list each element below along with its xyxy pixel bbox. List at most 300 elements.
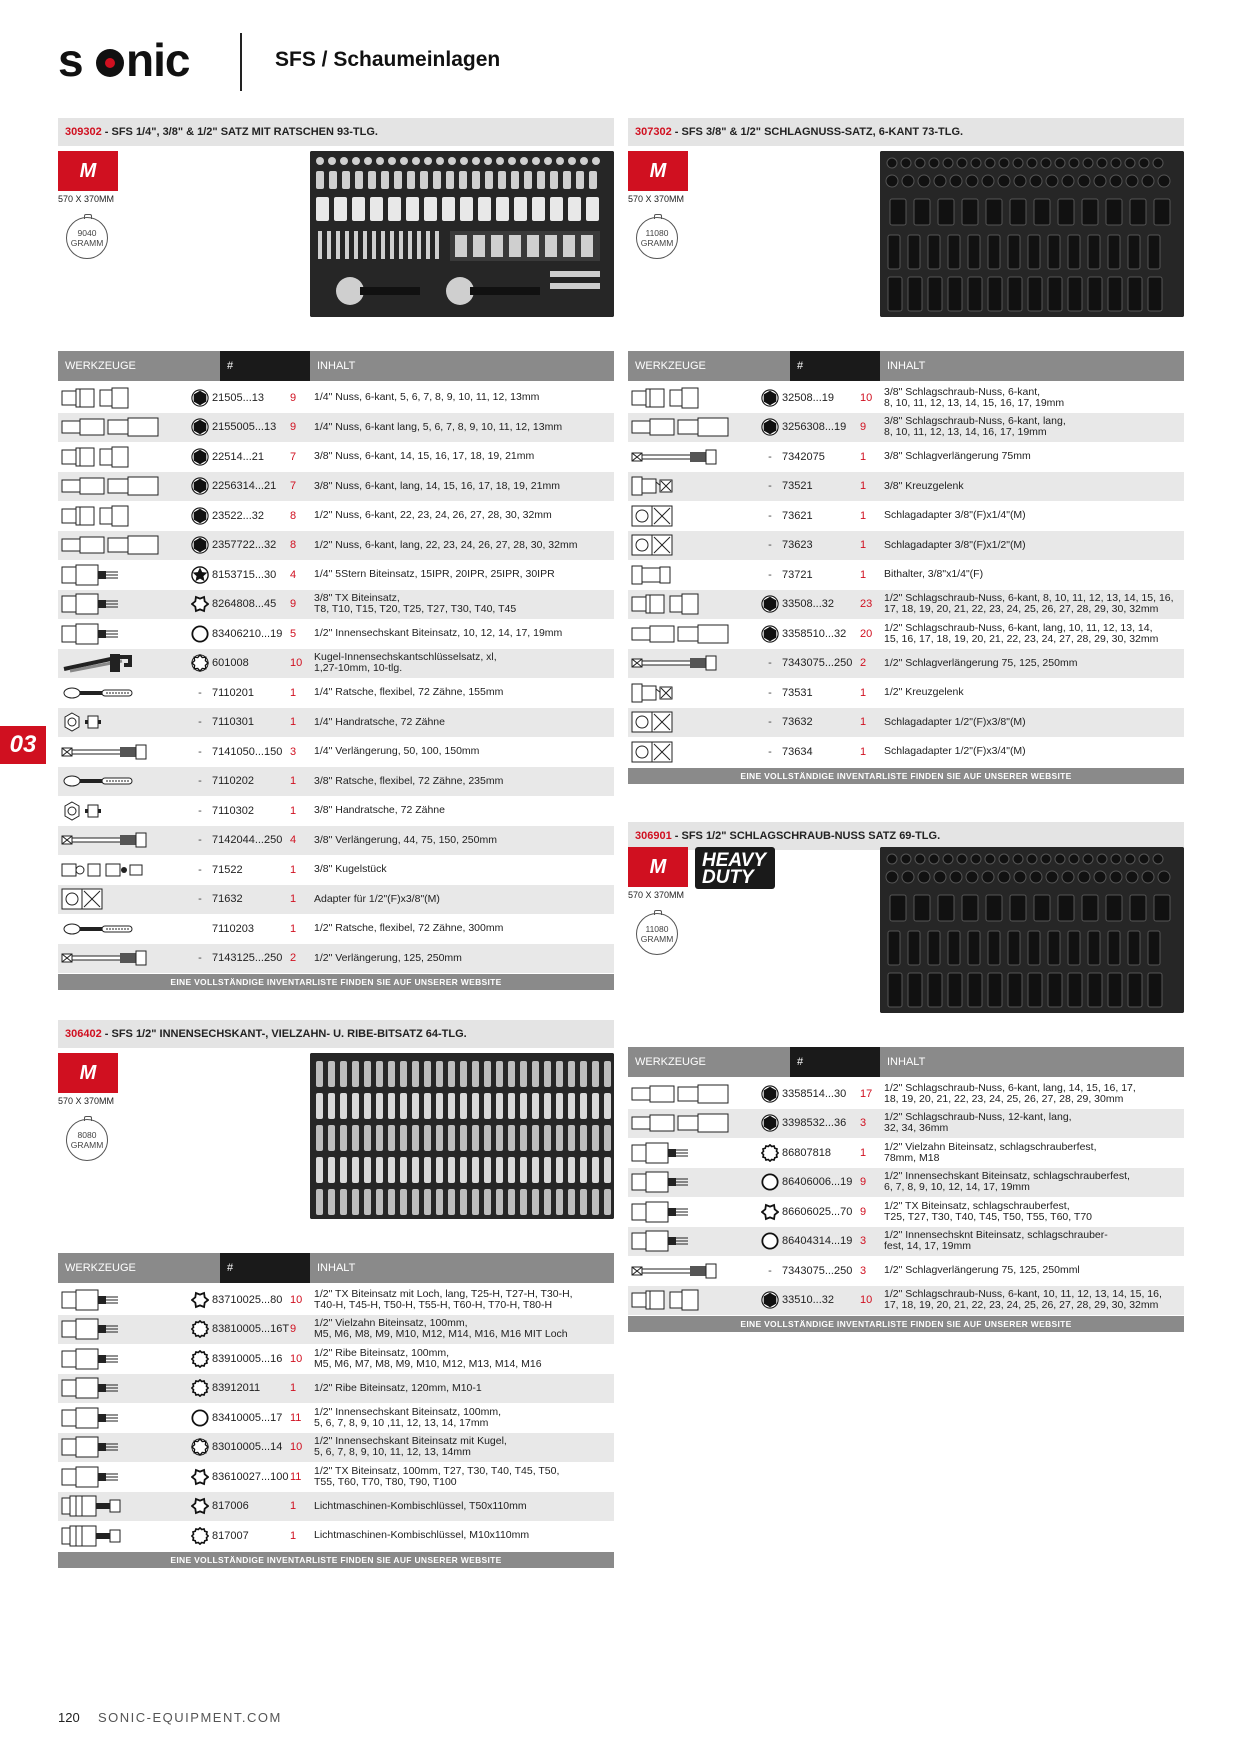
no-profile-dash: - xyxy=(198,686,202,699)
deep-socket-icon xyxy=(630,1079,745,1109)
quantity: 8 xyxy=(290,509,297,522)
adapter-icon xyxy=(60,885,175,915)
no-profile-dash: - xyxy=(768,1264,772,1277)
header-content: INHALT xyxy=(310,1253,614,1283)
quantity: 1 xyxy=(860,509,867,522)
profile-none-icon xyxy=(760,442,780,472)
table-row xyxy=(58,383,614,413)
page-title: SFS / Schaumeinlagen xyxy=(275,48,501,71)
table-row xyxy=(628,531,1184,561)
profile-hex-icon xyxy=(190,472,210,502)
description: 1/4" Nuss, 6-kant lang, 5, 6, 7, 8, 9, 10, 11, 12, 13mm xyxy=(314,420,563,433)
article-number: 8153715...30 xyxy=(212,568,277,581)
header-tools: WERKZEUGE xyxy=(628,1047,790,1077)
quantity: 10 xyxy=(290,1293,303,1306)
extension-icon xyxy=(60,944,175,974)
table-row xyxy=(58,796,614,826)
table-row xyxy=(628,619,1184,649)
bit-socket-icon xyxy=(60,1374,175,1404)
article-number: 7110301 xyxy=(212,716,255,729)
quantity: 4 xyxy=(290,568,297,581)
size-m-badge: M xyxy=(628,151,688,191)
article-number: 21505...13 xyxy=(212,391,264,404)
no-profile-dash: - xyxy=(768,509,772,522)
profile-none-icon xyxy=(190,914,210,944)
quantity: 9 xyxy=(860,1176,867,1189)
weight-value: 9040 GRAMM xyxy=(70,228,104,248)
description: 1/2" Schlagschraub-Nuss, 6-kant, lang, 10, 11, 12, 13, 14, 15, 16, 17, 18, 19, 20, 21, 22, 23, 24, 27, 28, 29, 30, 32mm xyxy=(884,621,1159,645)
hand-ratchet-icon xyxy=(60,796,175,826)
inventory-note: EINE VOLLSTÄNDIGE INVENTARLISTE FINDEN SIE AUF UNSERER WEBSITE xyxy=(58,1552,614,1568)
header-tools: WERKZEUGE xyxy=(628,351,790,381)
description: 1/2" Nuss, 6-kant, 22, 23, 24, 26, 27, 28, 30, 32mm xyxy=(314,509,552,522)
description: 1/4" Verlängerung, 50, 100, 150mm xyxy=(314,745,480,758)
deep-socket-icon xyxy=(60,531,175,561)
section-code: 306402 xyxy=(65,1028,102,1040)
table-row xyxy=(58,531,614,561)
quantity: 1 xyxy=(290,1500,297,1513)
hex-key-set-icon xyxy=(60,649,175,679)
quantity: 10 xyxy=(860,391,873,404)
bit-socket-icon xyxy=(60,619,175,649)
header-number: # xyxy=(220,351,310,381)
bit-socket-icon xyxy=(630,1168,745,1198)
article-number: 3256308...19 xyxy=(782,421,847,434)
profile-none-icon xyxy=(760,531,780,561)
quantity: 10 xyxy=(290,1441,303,1454)
article-number: 83910005...16 xyxy=(212,1352,283,1365)
article-number: 2155005...13 xyxy=(212,421,277,434)
quantity: 1 xyxy=(860,1146,867,1159)
svg-text:s: s xyxy=(58,36,83,84)
profile-none-icon xyxy=(190,944,210,974)
table-row xyxy=(58,944,614,974)
deep-socket-icon xyxy=(630,1109,745,1139)
no-profile-dash: - xyxy=(198,834,202,847)
table-row xyxy=(628,501,1184,531)
table-row xyxy=(58,1403,614,1433)
description: 1/2" Vielzahn Biteinsatz, schlagschrauberfest, 78mm, M18 xyxy=(884,1140,1097,1164)
article-number: 7143125...250 xyxy=(212,952,283,965)
article-number: 817007 xyxy=(212,1529,249,1542)
description: 1/2" Schlagverlängerung 75, 125, 250mml xyxy=(884,1264,1080,1277)
table-row xyxy=(58,442,614,472)
profile-none-icon xyxy=(760,678,780,708)
profile-star5-icon xyxy=(190,560,210,590)
table-row xyxy=(628,560,1184,590)
no-profile-dash: - xyxy=(198,893,202,906)
profile-none-icon xyxy=(190,885,210,915)
quantity: 9 xyxy=(860,1205,867,1218)
table-header xyxy=(628,351,1184,381)
page-number: 120 xyxy=(58,1710,80,1725)
description: 1/4" Nuss, 6-kant, 5, 6, 7, 8, 9, 10, 11, 12, 13mm xyxy=(314,391,540,404)
table-row xyxy=(628,472,1184,502)
table-row xyxy=(58,885,614,915)
table-row xyxy=(58,619,614,649)
bit-socket-icon xyxy=(60,1315,175,1345)
table-row xyxy=(628,590,1184,620)
universal-joint-icon xyxy=(630,678,745,708)
article-number: 601008 xyxy=(212,657,249,670)
description: 1/2" Schlagschraub-Nuss, 6-kant, 8, 10, 11, 12, 13, 14, 15, 16, 17, 18, 19, 20, 21, 22, 23, 24, 25, 26, 27, 28, 29, 30, 32mm xyxy=(884,592,1174,616)
article-number: 83710025...80 xyxy=(212,1293,283,1306)
description: 1/2" Innensechskant Biteinsatz, 100mm, 5, 6, 7, 8, 9, 10 ,11, 12, 13, 14, 17mm xyxy=(314,1405,501,1429)
description: 3/8" Schlagschraub-Nuss, 6-kant, lang, 8, 10, 11, 12, 13, 14, 16, 17, 19mm xyxy=(884,415,1066,439)
quantity: 1 xyxy=(290,1529,297,1542)
profile-none-icon xyxy=(760,708,780,738)
sonic-logo xyxy=(58,36,208,84)
article-number: 86606025...70 xyxy=(782,1205,853,1218)
description: 3/8" Handratsche, 72 Zähne xyxy=(314,804,445,817)
article-number: 71522 xyxy=(212,863,243,876)
quantity: 8 xyxy=(290,539,297,552)
quantity: 1 xyxy=(290,893,297,906)
article-number: 7142044...250 xyxy=(212,834,283,847)
adapter-icon xyxy=(630,531,745,561)
table-row xyxy=(58,1344,614,1374)
no-profile-dash: - xyxy=(768,716,772,729)
description: 3/8" TX Biteinsatz, T8, T10, T15, T20, T25, T27, T30, T40, T45 xyxy=(314,592,517,616)
description: Schlagadapter 3/8"(F)x1/4"(M) xyxy=(884,509,1026,522)
quantity: 9 xyxy=(290,1323,297,1336)
description: 1/2" TX Biteinsatz, schlagschrauberfest, T25, T27, T30, T40, T45, T50, T55, T60, T70 xyxy=(884,1199,1092,1223)
chapter-tab: 03 xyxy=(0,726,46,764)
profile-none-icon xyxy=(190,678,210,708)
profile-hex-icon xyxy=(760,1109,780,1139)
table-row xyxy=(58,1315,614,1345)
foam-tray-image xyxy=(310,1053,614,1219)
bit-socket-icon xyxy=(630,1197,745,1227)
article-number: 73634 xyxy=(782,745,813,758)
profile-circle-icon xyxy=(760,1168,780,1198)
extension-icon xyxy=(60,737,175,767)
extension-icon xyxy=(630,442,745,472)
ball-joint-icon xyxy=(60,855,175,885)
no-profile-dash: - xyxy=(768,568,772,581)
description: 1/2" Schlagschraub-Nuss, 6-kant, lang, 14, 15, 16, 17, 18, 19, 20, 21, 22, 23, 24, 25, 26, 27, 28, 29, 30mm xyxy=(884,1081,1136,1105)
quantity: 2 xyxy=(860,657,867,670)
section-code: 309302 xyxy=(65,126,102,138)
header-content: INHALT xyxy=(880,1047,1184,1077)
profile-circle-icon xyxy=(190,1403,210,1433)
description: 3/8" Nuss, 6-kant, lang, 14, 15, 16, 17, 18, 19, 21mm xyxy=(314,479,560,492)
foam-tray-image xyxy=(880,847,1184,1013)
profile-hex-icon xyxy=(760,590,780,620)
article-number: 7343075...250 xyxy=(782,657,853,670)
inventory-note: EINE VOLLSTÄNDIGE INVENTARLISTE FINDEN SIE AUF UNSERER WEBSITE xyxy=(628,768,1184,784)
table-row xyxy=(58,649,614,679)
article-number: 32508...19 xyxy=(782,391,834,404)
deep-socket-icon xyxy=(630,619,745,649)
no-profile-dash: - xyxy=(768,657,772,670)
hand-ratchet-icon xyxy=(60,708,175,738)
article-number: 73721 xyxy=(782,568,813,581)
table-row xyxy=(58,590,614,620)
no-profile-dash: - xyxy=(198,863,202,876)
heavy-duty-badge xyxy=(695,847,775,889)
no-profile-dash: - xyxy=(768,450,772,463)
quantity: 20 xyxy=(860,627,873,640)
profile-spline-icon xyxy=(190,1344,210,1374)
socket-icon xyxy=(60,442,175,472)
tray-dimensions: 570 X 370MM xyxy=(628,890,685,900)
profile-torx-icon xyxy=(190,590,210,620)
section-title-bar xyxy=(628,118,1184,146)
quantity: 1 xyxy=(290,804,297,817)
foam-tray-image xyxy=(310,151,614,317)
adapter-icon xyxy=(630,708,745,738)
header-number: # xyxy=(790,351,880,381)
quantity: 9 xyxy=(290,391,297,404)
page-url: SONIC-EQUIPMENT.COM xyxy=(98,1710,282,1725)
quantity: 1 xyxy=(290,686,297,699)
description: Schlagadapter 1/2"(F)x3/4"(M) xyxy=(884,745,1026,758)
quantity: 4 xyxy=(290,834,297,847)
article-number: 73632 xyxy=(782,716,813,729)
socket-icon xyxy=(630,383,745,413)
article-number: 2357722...32 xyxy=(212,539,277,552)
description: 1/2" Ratsche, flexibel, 72 Zähne, 300mm xyxy=(314,922,504,935)
profile-none-icon xyxy=(760,737,780,767)
no-profile-dash: - xyxy=(198,745,202,758)
description: 1/4" Handratsche, 72 Zähne xyxy=(314,715,445,728)
table-row xyxy=(628,1227,1184,1257)
quantity: 9 xyxy=(290,421,297,434)
description: Adapter für 1/2"(F)x3/8"(M) xyxy=(314,892,440,905)
description: 3/8" Ratsche, flexibel, 72 Zähne, 235mm xyxy=(314,774,504,787)
description: 1/2" Verlängerung, 125, 250mm xyxy=(314,951,462,964)
article-number: 2256314...21 xyxy=(212,480,277,493)
quantity: 10 xyxy=(860,1294,873,1307)
quantity: 23 xyxy=(860,598,873,611)
adapter-icon xyxy=(630,501,745,531)
no-profile-dash: - xyxy=(198,716,202,729)
description: 1/2" TX Biteinsatz, 100mm, T27, T30, T40, T45, T50, T55, T60, T70, T80, T90, T100 xyxy=(314,1464,560,1488)
description: 1/2" Innensechsknt Biteinsatz, schlagschrauber- fest, 14, 17, 19mm xyxy=(884,1229,1108,1253)
description: Lichtmaschinen-Kombischlüssel, T50x110mm xyxy=(314,1499,527,1512)
profile-hex-icon xyxy=(190,501,210,531)
profile-hex-icon xyxy=(190,531,210,561)
quantity: 7 xyxy=(290,480,297,493)
quantity: 9 xyxy=(290,598,297,611)
quantity: 1 xyxy=(860,539,867,552)
quantity: 1 xyxy=(290,716,297,729)
profile-none-icon xyxy=(190,767,210,797)
bit-socket-icon xyxy=(60,1344,175,1374)
table-header xyxy=(58,1253,614,1283)
article-number: 73521 xyxy=(782,480,813,493)
profile-circle-icon xyxy=(760,1227,780,1257)
article-number: 7110201 xyxy=(212,686,255,699)
quantity: 1 xyxy=(290,775,297,788)
table-row xyxy=(58,413,614,443)
header-divider xyxy=(240,33,242,91)
profile-hex-icon xyxy=(760,413,780,443)
no-profile-dash: - xyxy=(768,539,772,552)
flex-ratchet-icon xyxy=(60,678,175,708)
table-row xyxy=(628,442,1184,472)
section-title-bar xyxy=(58,118,614,146)
bit-socket-icon xyxy=(630,1138,745,1168)
description: 1/2" Vielzahn Biteinsatz, 100mm, M5, M6, M8, M9, M10, M12, M14, M16, M16 MIT Loch xyxy=(314,1317,568,1341)
no-profile-dash: - xyxy=(198,804,202,817)
tray-dimensions: 570 X 370MM xyxy=(58,1096,115,1106)
article-number: 73621 xyxy=(782,509,813,522)
table-row xyxy=(58,1285,614,1315)
quantity: 1 xyxy=(860,480,867,493)
weight-value: 11080 GRAMM xyxy=(640,228,674,248)
quantity: 1 xyxy=(290,1382,297,1395)
profile-hex-icon xyxy=(190,413,210,443)
adapter-icon xyxy=(630,737,745,767)
table-row xyxy=(628,737,1184,767)
quantity: 11 xyxy=(290,1470,302,1483)
article-number: 3358514...30 xyxy=(782,1087,847,1100)
inventory-note: EINE VOLLSTÄNDIGE INVENTARLISTE FINDEN SIE AUF UNSERER WEBSITE xyxy=(58,974,614,990)
article-number: 71632 xyxy=(212,893,243,906)
description: 3/8" Kreuzgelenk xyxy=(884,479,964,492)
bit-socket-icon xyxy=(630,1227,745,1257)
table-row xyxy=(628,1168,1184,1198)
no-profile-dash: - xyxy=(768,480,772,493)
quantity: 3 xyxy=(860,1235,867,1248)
table-row xyxy=(58,1433,614,1463)
description: 1/2" Schlagschraub-Nuss, 12-kant, lang, 32, 34, 36mm xyxy=(884,1111,1072,1135)
article-number: 33508...32 xyxy=(782,598,834,611)
profile-torx-icon xyxy=(190,1462,210,1492)
profile-none-icon xyxy=(190,796,210,826)
description: 3/8" Kugelstück xyxy=(314,863,387,876)
table-row xyxy=(58,1374,614,1404)
socket-icon xyxy=(60,501,175,531)
quantity: 1 xyxy=(860,716,867,729)
header-content: INHALT xyxy=(310,351,614,381)
quantity: 3 xyxy=(860,1117,867,1130)
quantity: 2 xyxy=(290,952,297,965)
profile-hex-icon xyxy=(760,383,780,413)
bit-socket-icon xyxy=(60,560,175,590)
alternator-key-icon xyxy=(60,1521,175,1551)
bit-socket-icon xyxy=(60,590,175,620)
article-number: 7141050...150 xyxy=(212,745,283,758)
profile-hex-icon xyxy=(760,1286,780,1316)
article-number: 22514...21 xyxy=(212,450,264,463)
article-number: 7110202 xyxy=(212,775,255,788)
profile-hex-icon xyxy=(190,442,210,472)
profile-circle-icon xyxy=(190,619,210,649)
description: 1/4" 5Stern Biteinsatz, 15IPR, 20IPR, 25IPR, 30IPR xyxy=(314,568,555,581)
table-header xyxy=(58,351,614,381)
bit-holder-icon xyxy=(630,560,745,590)
quantity: 10 xyxy=(290,657,303,670)
table-row xyxy=(628,1197,1184,1227)
profile-gear-icon xyxy=(190,649,210,679)
description: 1/2" Innensechskant Biteinsatz, schlagschrauberfest, 6, 7, 8, 9, 10, 12, 14, 17, 19mm xyxy=(884,1170,1130,1194)
table-header xyxy=(628,1047,1184,1077)
section-title: - SFS 3/8" & 1/2" SCHLAGNUSS-SATZ, 6-KANT 73-TLG. xyxy=(671,126,964,138)
foam-tray-image xyxy=(880,151,1184,317)
inventory-note: EINE VOLLSTÄNDIGE INVENTARLISTE FINDEN SIE AUF UNSERER WEBSITE xyxy=(628,1316,1184,1332)
table-row xyxy=(58,472,614,502)
quantity: 1 xyxy=(290,922,297,935)
quantity: 3 xyxy=(290,745,297,758)
table-row xyxy=(628,1138,1184,1168)
profile-hex-icon xyxy=(190,383,210,413)
flex-ratchet-icon xyxy=(60,914,175,944)
no-profile-dash: - xyxy=(768,745,772,758)
header-number: # xyxy=(790,1047,880,1077)
header-tools: WERKZEUGE xyxy=(58,351,220,381)
quantity: 1 xyxy=(860,568,867,581)
table-row xyxy=(58,855,614,885)
size-m-badge: M xyxy=(58,151,118,191)
profile-none-icon xyxy=(760,472,780,502)
extension-icon xyxy=(630,1256,745,1286)
quantity: 7 xyxy=(290,450,297,463)
socket-icon xyxy=(60,383,175,413)
profile-none-icon xyxy=(190,826,210,856)
description: Schlagadapter 3/8"(F)x1/2"(M) xyxy=(884,538,1026,551)
table-row xyxy=(58,767,614,797)
article-number: 7110203 xyxy=(212,922,255,935)
profile-none-icon xyxy=(760,560,780,590)
quantity: 17 xyxy=(860,1087,873,1100)
description: 1/2" Schlagverlängerung 75, 125, 250mm xyxy=(884,656,1078,669)
profile-torx-icon xyxy=(760,1197,780,1227)
article-number: 86807818 xyxy=(782,1146,831,1159)
svg-text:nic: nic xyxy=(126,36,190,84)
description: 1/2" Innensechskant Biteinsatz mit Kugel, 5, 6, 7, 8, 9, 10, 11, 12, 13, 14mm xyxy=(314,1435,507,1459)
quantity: 5 xyxy=(290,627,297,640)
profile-none-icon xyxy=(760,501,780,531)
article-number: 83410005...17 xyxy=(212,1411,283,1424)
table-row xyxy=(58,914,614,944)
table-row xyxy=(58,678,614,708)
quantity: 11 xyxy=(290,1411,302,1424)
section-title: - SFS 1/4", 3/8" & 1/2" SATZ MIT RATSCHEN 93-TLG. xyxy=(101,126,378,138)
description: 1/2" Nuss, 6-kant, lang, 22, 23, 24, 26, 27, 28, 30, 32mm xyxy=(314,538,578,551)
no-profile-dash: - xyxy=(198,775,202,788)
deep-socket-icon xyxy=(630,413,745,443)
weight-value: 8080 GRAMM xyxy=(70,1130,104,1150)
profile-hex-icon xyxy=(760,1079,780,1109)
bit-socket-icon xyxy=(60,1462,175,1492)
description: 3/8" Schlagschraub-Nuss, 6-kant, 8, 10, 11, 12, 13, 14, 15, 16, 17, 19mm xyxy=(884,385,1065,409)
quantity: 1 xyxy=(860,686,867,699)
article-number: 83010005...14 xyxy=(212,1441,283,1454)
weight-tag xyxy=(636,913,678,955)
article-number: 83406210...19 xyxy=(212,627,283,640)
quantity: 1 xyxy=(860,450,867,463)
size-m-badge: M xyxy=(58,1053,118,1093)
table-row xyxy=(58,1492,614,1522)
no-profile-dash: - xyxy=(768,686,772,699)
article-number: 7343075...250 xyxy=(782,1264,853,1277)
article-number: 86406006...19 xyxy=(782,1176,853,1189)
weight-tag xyxy=(66,1119,108,1161)
table-row xyxy=(58,708,614,738)
deep-socket-icon xyxy=(60,413,175,443)
table-row xyxy=(58,1521,614,1551)
profile-spline-icon xyxy=(190,1521,210,1551)
tray-dimensions: 570 X 370MM xyxy=(58,194,115,204)
section-code: 306901 xyxy=(635,830,672,842)
tray-dimensions: 570 X 370MM xyxy=(628,194,685,204)
quantity: 1 xyxy=(290,863,297,876)
description: Bithalter, 3/8"x1/4"(F) xyxy=(884,568,984,581)
profile-torx-icon xyxy=(190,1492,210,1522)
